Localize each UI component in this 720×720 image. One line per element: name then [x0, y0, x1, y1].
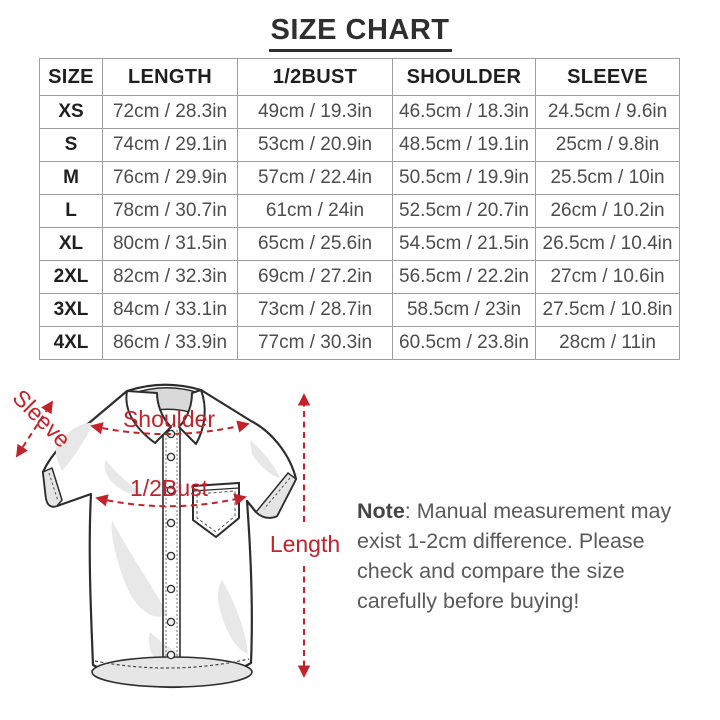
- shirt-hem: [92, 657, 252, 687]
- sleeve-value: 25.5cm / 10in: [536, 162, 680, 195]
- size-label: XL: [40, 228, 103, 261]
- table-row: [40, 327, 680, 360]
- sleeve-label: Sleeve: [7, 384, 76, 453]
- bust-value: 53cm / 20.9in: [238, 129, 393, 162]
- table-row: [40, 162, 680, 195]
- length-value: 76cm / 29.9in: [103, 162, 238, 195]
- length-label: Length: [269, 531, 341, 557]
- note-text: : Manual measurement may exist 1-2cm difference. Please check and compare the size carefully before buying!: [357, 498, 672, 613]
- size-label: 4XL: [40, 327, 103, 360]
- shoulder-label: Shoulder: [122, 406, 216, 432]
- bust-value: 65cm / 25.6in: [238, 228, 393, 261]
- table-row: [40, 294, 680, 327]
- bust-value: 69cm / 27.2in: [238, 261, 393, 294]
- length-value: 84cm / 33.1in: [103, 294, 238, 327]
- shoulder-value: 58.5cm / 23in: [393, 294, 536, 327]
- table-row: [40, 228, 680, 261]
- note-label: Note: [357, 498, 405, 523]
- page-title: SIZE CHART: [269, 14, 452, 52]
- length-value: 86cm / 33.9in: [103, 327, 238, 360]
- length-value: 80cm / 31.5in: [103, 228, 238, 261]
- bust-value: 61cm / 24in: [238, 195, 393, 228]
- shirt-illustration: [0, 370, 345, 720]
- size-label: XS: [40, 96, 103, 129]
- shoulder-value: 52.5cm / 20.7in: [393, 195, 536, 228]
- bust-value: 73cm / 28.7in: [238, 294, 393, 327]
- length-value: 72cm / 28.3in: [103, 96, 238, 129]
- header-shoulder: SHOULDER: [393, 59, 536, 96]
- shoulder-value: 56.5cm / 22.2in: [393, 261, 536, 294]
- size-chart-table: [39, 58, 680, 360]
- shoulder-value: 46.5cm / 18.3in: [393, 96, 536, 129]
- shirt-measurement-diagram: [0, 370, 345, 720]
- header-length: LENGTH: [103, 59, 238, 96]
- table-header-row: [40, 59, 680, 96]
- measurement-note: [357, 496, 687, 616]
- length-value: 82cm / 32.3in: [103, 261, 238, 294]
- page-title-wrap: [0, 14, 720, 52]
- size-label: 2XL: [40, 261, 103, 294]
- table-row: [40, 195, 680, 228]
- size-label: S: [40, 129, 103, 162]
- sleeve-value: 25cm / 9.8in: [536, 129, 680, 162]
- bust-value: 77cm / 30.3in: [238, 327, 393, 360]
- bust-label: 1/2Bust: [130, 475, 208, 501]
- sleeve-value: 26cm / 10.2in: [536, 195, 680, 228]
- length-value: 74cm / 29.1in: [103, 129, 238, 162]
- header-size: SIZE: [40, 59, 103, 96]
- table-row: [40, 261, 680, 294]
- shoulder-value: 48.5cm / 19.1in: [393, 129, 536, 162]
- sleeve-value: 24.5cm / 9.6in: [536, 96, 680, 129]
- bust-value: 49cm / 19.3in: [238, 96, 393, 129]
- size-label: 3XL: [40, 294, 103, 327]
- table-row: [40, 96, 680, 129]
- length-value: 78cm / 30.7in: [103, 195, 238, 228]
- sleeve-value: 27cm / 10.6in: [536, 261, 680, 294]
- sleeve-value: 27.5cm / 10.8in: [536, 294, 680, 327]
- header-sleeve: SLEEVE: [536, 59, 680, 96]
- shoulder-value: 60.5cm / 23.8in: [393, 327, 536, 360]
- header-bust: 1/2BUST: [238, 59, 393, 96]
- size-label: M: [40, 162, 103, 195]
- table-row: [40, 129, 680, 162]
- bust-value: 57cm / 22.4in: [238, 162, 393, 195]
- sleeve-value: 28cm / 11in: [536, 327, 680, 360]
- sleeve-value: 26.5cm / 10.4in: [536, 228, 680, 261]
- size-label: L: [40, 195, 103, 228]
- shoulder-value: 54.5cm / 21.5in: [393, 228, 536, 261]
- shoulder-value: 50.5cm / 19.9in: [393, 162, 536, 195]
